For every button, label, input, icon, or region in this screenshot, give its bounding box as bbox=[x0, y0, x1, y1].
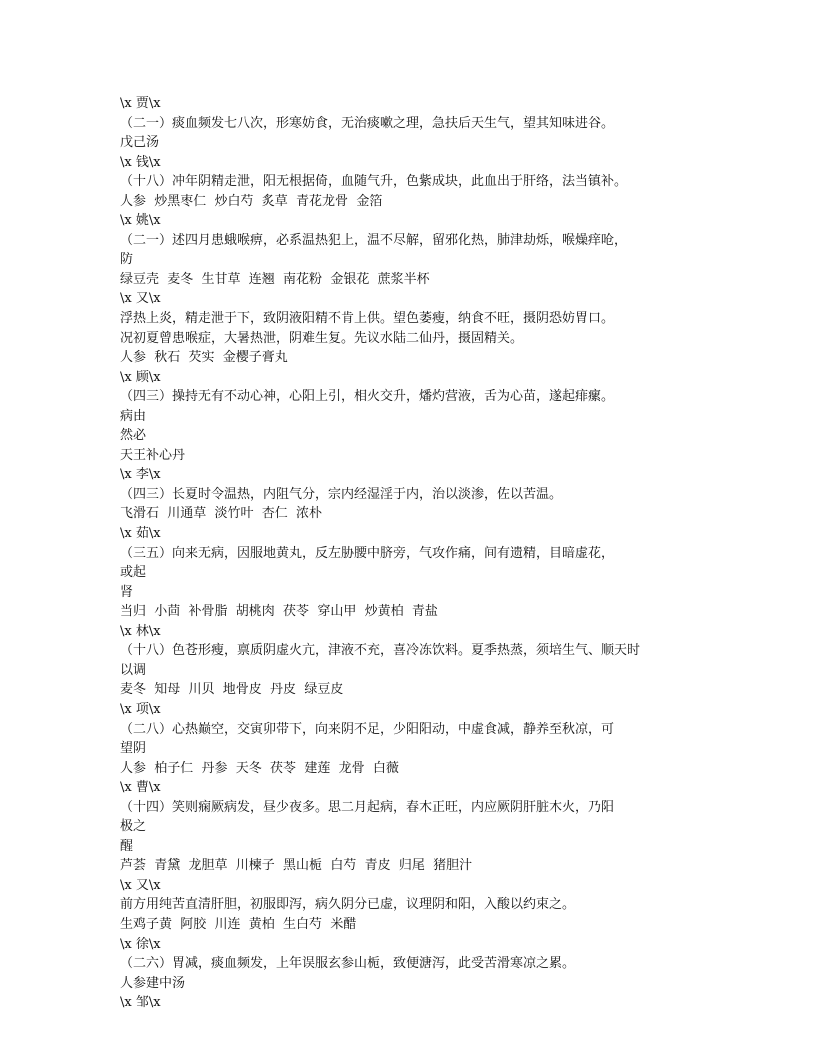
text-line: \x 又\x bbox=[120, 877, 161, 893]
text-line: \x 贾\x bbox=[120, 96, 161, 111]
text-line: 人参建中汤 bbox=[120, 975, 186, 991]
text-line: 人参 柏子仁 丹参 天冬 茯苓 建莲 龙骨 白薇 bbox=[120, 760, 399, 776]
text-line: 防 bbox=[120, 252, 134, 268]
text-line: 人参 炒黑枣仁 炒白芍 炙草 青花龙骨 金箔 bbox=[120, 193, 383, 209]
text-line: （十四）笑则痫厥病发，昼少夜多。思二月起病，春木正旺，内应厥阴肝脏木火，乃阳 bbox=[120, 799, 615, 815]
text-line: 人参 秋石 芡实 金樱子膏丸 bbox=[120, 350, 288, 366]
text-line: 极之 bbox=[120, 819, 147, 835]
text-line: 肾 bbox=[120, 584, 134, 600]
text-line: 麦冬 知母 川贝 地骨皮 丹皮 绿豆皮 bbox=[120, 682, 344, 698]
text-line: 生鸡子黄 阿胶 川连 黄柏 生白芍 米醋 bbox=[120, 916, 357, 932]
text-line: （四三）长夏时令温热，内阻气分，宗内经湿淫于内，治以淡渗，佐以苦温。 bbox=[120, 486, 563, 502]
text-line: 前方用纯苦直清肝胆，初服即泻，病久阴分已虚，议理阴和阳，入酸以约束之。 bbox=[120, 897, 576, 913]
text-line: \x 曹\x bbox=[120, 780, 161, 796]
text-line: 况初夏曾患喉症，大暑热泄，阴难生复。先议水陆二仙丹，摄固精关。 bbox=[120, 330, 524, 346]
text-line: \x 林\x bbox=[120, 623, 161, 639]
text-line: \x 顾\x bbox=[120, 369, 161, 385]
text-line: （四三）操持无有不动心神，心阳上引，相火交升，燔灼营液，舌为心苗，遂起痱瘰。 bbox=[120, 389, 615, 405]
document-page bbox=[120, 94, 780, 1013]
text-line: 以调 bbox=[120, 662, 147, 678]
text-line: （二一）痰血频发七八次，形寒妨食，无治痰嗽之理，急扶后天生气，望其知味进谷。 bbox=[120, 115, 615, 131]
text-line: （二六）胃减，痰血频发，上年误服玄参山栀，致便溏泻，此受苦滑寒凉之累。 bbox=[120, 956, 576, 972]
text-line: \x 徐\x bbox=[120, 936, 161, 952]
text-line: （十八）冲年阴精走泄，阳无根据倚，血随气升，色紫成块，此血出于肝络，法当镇补。 bbox=[120, 174, 628, 190]
text-line: （二八）心热巅空，交寅卯带下，向来阴不足，少阳阳动，中虚食减，静养至秋凉，可 bbox=[120, 721, 615, 737]
text-line: 戊己汤 bbox=[120, 135, 160, 151]
text-line: （二一）述四月患蛾喉痹，必系温热犯上，温不尽解，留邪化热，肺津劫烁，喉燥痒呛， bbox=[120, 232, 628, 248]
text-line: 浮热上炎，精走泄于下，致阴液阳精不肯上供。望色萎瘦，纳食不旺，摄阴恐妨胃口。 bbox=[120, 311, 615, 327]
text-line: 醒 bbox=[120, 838, 134, 854]
text-line: 当归 小茴 补骨脂 胡桃肉 茯苓 穿山甲 炒黄柏 青盐 bbox=[120, 604, 438, 620]
text-line: （三五）向来无病，因服地黄丸，反左胁腰中脐旁，气攻作痛，间有遗精，目暗虚花， bbox=[120, 545, 615, 561]
text-line: \x 又\x bbox=[120, 291, 161, 307]
text-line: \x 钱\x bbox=[120, 154, 161, 170]
text-line: 病由 bbox=[120, 408, 147, 424]
text-line: \x 李\x bbox=[120, 467, 161, 483]
text-line: 芦荟 青黛 龙胆草 川楝子 黑山栀 白芍 青皮 归尾 猪胆汁 bbox=[120, 858, 473, 874]
text-line: （十八）色苍形瘦，禀质阴虚火亢，津液不充，喜冷冻饮料。夏季热蒸，须培生气、顺天时 bbox=[120, 643, 641, 659]
text-line: \x 姚\x bbox=[120, 213, 161, 229]
text-line: 望阴 bbox=[120, 741, 147, 757]
text-line: 天王补心丹 bbox=[120, 447, 186, 463]
text-line: \x 邹\x bbox=[120, 995, 161, 1011]
text-line: 飞滑石 川通草 淡竹叶 杏仁 浓朴 bbox=[120, 506, 323, 522]
text-line: 然必 bbox=[120, 428, 147, 444]
text-line: 或起 bbox=[120, 565, 147, 581]
text-line: 绿豆壳 麦冬 生甘草 连翘 南花粉 金银花 蔗浆半杯 bbox=[120, 271, 430, 287]
text-line: \x 茹\x bbox=[120, 526, 161, 542]
text-line: \x 项\x bbox=[120, 701, 161, 717]
